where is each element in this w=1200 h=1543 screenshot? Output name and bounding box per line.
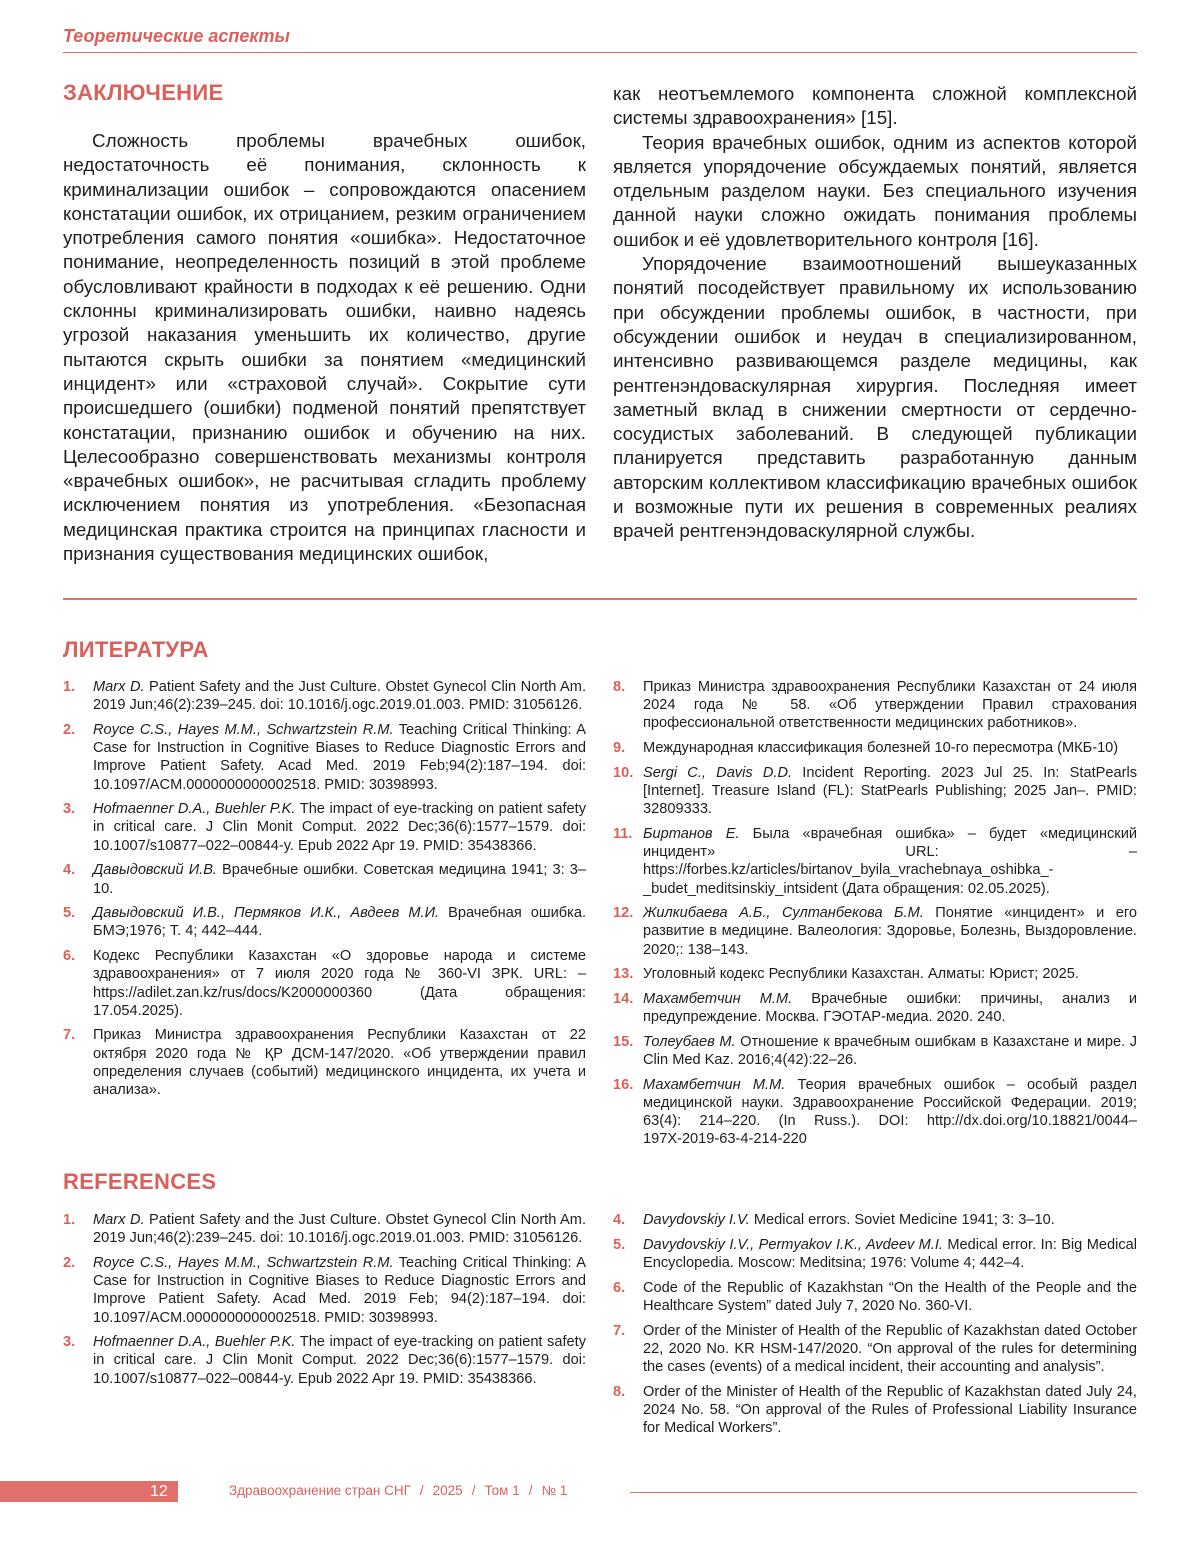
reference-number: 7. (63, 1027, 76, 1044)
reference-item (63, 904, 586, 940)
conclusion-paragraph: Теория врачебных ошибок, одним из аспектов которой является упорядочение обсуждаемых понятий, является отдельным разделом науки. Без специального изучения данной науки сложно ожидать понимания проблемы ошибок и её удовлетворительного контроля [16]. (613, 131, 1137, 250)
reference-authors: Royce C.S., Hayes M.M., Schwartzstein R.M. (93, 721, 394, 738)
reference-item (613, 1383, 1137, 1438)
reference-number: 5. (63, 905, 76, 922)
reference-text: Врачебные ошибки: причины, анализ и предупреждение. Москва. ГЭОТАР-медиа. 2020. 240. (643, 991, 1137, 1026)
literature-list-right (613, 678, 1137, 1155)
reference-number: 10. (613, 764, 634, 781)
reference-item (613, 678, 1137, 733)
footer-journal-info: Здравоохранение стран СНГ / 2025 / Том 1 / № 1 (229, 1483, 568, 1498)
journal-issue: № 1 (541, 1483, 568, 1498)
literature-heading: ЛИТЕРАТУРА (63, 637, 209, 662)
reference-item (613, 990, 1137, 1026)
reference-text: Medical errors. Soviet Medicine 1941; 3: 3–10. (749, 1212, 1055, 1228)
reference-item (613, 1211, 1137, 1229)
reference-item (63, 1254, 586, 1327)
reference-item (63, 947, 586, 1020)
reference-text: Отношение к врачебным ошибкам в Казахстане и мире. J Clin Med Kaz. 2016;4(42):22–26. (643, 1033, 1137, 1069)
references-list-left (63, 1211, 586, 1394)
reference-text: Incident Reporting. 2023 Jul 25. In: StatPearls [Internet]. Treasure Island (FL): StatPearls Publishing; 2025 Jan–. PMID: 32809333. (643, 764, 1137, 818)
reference-text: Order of the Minister of Health of the Republic of Kazakhstan dated October 22, 2020 No. KR HSM-147/2020. “On approval of the rules for determining the cases (events) of a medical incident, their accounting and analysis”. (643, 1322, 1137, 1375)
reference-number: 2. (63, 1254, 76, 1271)
conclusion-paragraph: Сложность проблемы врачебных ошибок, недостаточность её понимания, склонность к криминализации ошибок – сопровождаются опасением констатации ошибок, их отрицанием, резким ограничением употребления самого понятия «ошибка». Недостаточное понимание, неопределенность позиций в этой проблеме обусловливают крайности в подходах к её решению. Одни склонны криминализировать ошибки, наивно надеясь угрозой наказания уменьшить их количество, другие пытаются скрыть ошибки за понятием «медицинский инцидент» или «страховой случай». Сокрытие сути происшедшего (ошибки) подменой понятий препятствует констатации, признанию ошибок и обучению на них. Целесообразно совершенствовать механизмы контроля «врачебных ошибок», не расчитывая сгладить проблему исключением понятия из употребления. «Безопасная медицинская практика строится на принципах гласности и признания существования медицинских ошибок, (63, 130, 586, 565)
conclusion-left-column (63, 129, 586, 566)
running-header: Теоретические аспекты (63, 26, 290, 46)
reference-text: Medical error. In: Big Medical Encyclopedia. Moscow: Meditsina; 1976: Volume 4; 442–4. (643, 1236, 1137, 1271)
reference-number: 9. (613, 740, 626, 757)
reference-authors: Жилкибаева А.Б., Султанбекова Б.М. (643, 905, 924, 922)
references-heading: REFERENCES (63, 1169, 217, 1194)
references-list-right (613, 1211, 1137, 1444)
reference-item (63, 721, 586, 794)
reference-item (613, 1236, 1137, 1272)
reference-authors: Толеубаев М. (643, 1033, 736, 1050)
reference-number: 14. (613, 991, 634, 1008)
conclusion-heading: ЗАКЛЮЧЕНИЕ (63, 80, 224, 105)
reference-text: Врачебная ошибка. БМЭ;1976; Т. 4; 442–444. (93, 905, 586, 940)
reference-text: Врачебные ошибки. Советская медицина 1941; 3: 3–10. (93, 862, 586, 897)
reference-text: Была «врачебная ошибка» – будет «медицинский инцидент» URL: – https://forbes.kz/articles/birtanov_byila_vrachebnaya_oshibka_-_budet_meditsinskiy_intsident (Дата обращения: 02.05.2025). (643, 825, 1137, 897)
reference-number: 7. (613, 1322, 626, 1339)
reference-number: 16. (613, 1076, 634, 1093)
reference-number: 6. (63, 948, 76, 965)
conclusion-right-column (613, 82, 1137, 544)
reference-text: Teaching Critical Thinking: A Case for Instruction in Cognitive Biases to Reduce Diagnostic Errors and Improve Patient Safety. Acad Med. 2019 Feb; 94(2):187–194. doi: 10.1097/ACM.0000000000002518. PMID: 30398993. (93, 1254, 586, 1326)
journal-year: 2025 (432, 1483, 463, 1498)
reference-text: Приказ Министра здравоохранения Республики Казахстан от 22 октября 2020 года № ҚР ДСМ-147/2020. «Об утверждении правил определения случаев (событий) медицинского инцидента, их учета и анализа». (93, 1027, 586, 1099)
reference-text: The impact of eye-tracking on patient safety in critical care. J Clin Monit Comput. 2022 Dec;36(6):1577–1579. doi: 10.1007/s10877–022–00844-y. Epub 2022 Apr 19. PMID: 35438366. (93, 801, 586, 854)
journal-name: Здравоохранение стран СНГ (229, 1483, 411, 1498)
reference-item (63, 1026, 586, 1099)
reference-authors: Sergi C., Davis D.D. (643, 764, 793, 781)
reference-authors: Davydovskiy I.V. (643, 1212, 750, 1228)
reference-text: Понятие «инцидент» и его развитие в медицине. Валеология: Здоровье, Болезнь, Выздоровление. 2020;: 138–143. (643, 905, 1137, 958)
footer-divider (630, 1492, 1137, 1493)
reference-text: Patient Safety and the Just Culture. Obstet Gynecol Clin North Am. 2019 Jun;46(2):239–245. doi: 10.1016/j.ogc.2019.01.003. PMID: 31056126. (93, 679, 587, 714)
reference-number: 4. (63, 862, 76, 879)
reference-number: 4. (613, 1212, 626, 1228)
reference-item (63, 1211, 586, 1247)
reference-text: Международная классификация болезней 10-го пересмотра (МКБ-10) (643, 740, 1119, 757)
reference-item (613, 1322, 1137, 1377)
reference-number: 12. (613, 905, 634, 922)
reference-authors: Биртанов Е. (643, 825, 740, 842)
reference-item (63, 800, 586, 855)
reference-number: 11. (613, 825, 633, 842)
reference-number: 6. (613, 1279, 626, 1296)
reference-item (613, 904, 1137, 959)
reference-item (613, 739, 1137, 757)
journal-volume: Том 1 (484, 1483, 520, 1498)
reference-number: 13. (613, 966, 634, 983)
reference-item (63, 1333, 586, 1388)
reference-text: Order of the Minister of Health of the Republic of Kazakhstan dated July 24, 2024 No. 58. “On approval of the Rules of Professional Liability Insurance for Medical Workers”. (643, 1383, 1137, 1437)
reference-authors: Махамбетчин М.М. (643, 991, 793, 1008)
reference-number: 5. (613, 1236, 626, 1253)
reference-authors: Махамбетчин М.М. (643, 1076, 786, 1093)
reference-text: Кодекс Республики Казахстан «О здоровье народа и системе здравоохранения» от 7 июля 2020 года № 360-VI ЗРК. URL: – https://adilet.zan.kz/rus/docs/K2000000360 (Дата обращения: 17.054.2025). (93, 948, 586, 1019)
reference-item (613, 1033, 1137, 1069)
reference-text: Patient Safety and the Just Culture. Obstet Gynecol Clin North Am. 2019 Jun;46(2):239–245. doi: 10.1016/j.ogc.2019.01.003. PMID: 31056126. (93, 1212, 587, 1247)
reference-authors: Hofmaenner D.A., Buehler P.K. (93, 1334, 296, 1351)
conclusion-paragraph-continued: как неотъемлемого компонента сложной комплексной системы здравоохранения» [15]. (613, 83, 1137, 129)
reference-number: 2. (63, 721, 76, 738)
reference-authors: Hofmaenner D.A., Buehler P.K. (93, 801, 296, 818)
reference-text: The impact of eye-tracking on patient safety in critical care. J Clin Monit Comput. 2022 Dec;36(6):1577–1579. doi: 10.1007/s10877–022–00844-y. Epub 2022 Apr 19. PMID: 35438366. (93, 1334, 586, 1387)
reference-text: Teaching Critical Thinking: A Case for Instruction in Cognitive Biases to Reduce Diagnostic Errors and Improve Patient Safety. Acad Med. 2019 Feb;94(2):187–194. doi: 10.1097/ACM.0000000000002518. PMID: 30398993. (93, 721, 586, 793)
reference-number: 3. (63, 1334, 76, 1351)
reference-number: 8. (613, 679, 626, 695)
reference-item (613, 965, 1137, 983)
reference-text: Приказ Министра здравоохранения Республики Казахстан от 24 июля 2024 года № 58. «Об утверждении Правил страхования профессиональной ответственности медицинских работников». (643, 679, 1137, 732)
reference-text: Уголовный кодекс Республики Казахстан. Алматы: Юрист; 2025. (643, 966, 1079, 983)
conclusion-paragraph: Упорядочение взаимоотношений вышеуказанных понятий посодействует правильному их использованию при обсуждении проблемы ошибок, в частности, при обсуждении ошибок и неудач в специализированном, интенсивно развивающемся разделе медицины, как рентгенэндоваскулярная хирургия. Последняя имеет заметный вклад в снижении смертности от сердечно-сосудистых заболеваний. В следующей публикации планируется представить разработанную данным авторским коллективом классификацию врачебных ошибок и возможные пути их решения в современных реалиях врачей рентгенэндоваскулярной службы. (613, 253, 1137, 542)
page-number: 12 (150, 1483, 168, 1500)
reference-item (613, 825, 1137, 898)
reference-text: Теория врачебных ошибок – особый раздел медицинской науки. Здравоохранение Российской Федерации. 2019; 63(4): 214–220. (In Russ.). DOI: http://dx.doi.org/10.18821/0044–197Х-2019-63-4-214-220 (643, 1076, 1138, 1148)
reference-number: 8. (613, 1383, 626, 1400)
reference-authors: Marx D. (93, 679, 145, 695)
reference-number: 1. (63, 679, 76, 695)
reference-text: Code of the Republic of Kazakhstan “On the Health of the People and the Healthcare System” dated July 7, 2020 No. 360-VI. (643, 1279, 1137, 1314)
literature-list-left (63, 678, 586, 1106)
reference-authors: Royce C.S., Hayes M.M., Schwartzstein R.M. (93, 1254, 394, 1271)
header-divider (63, 52, 1137, 53)
section-divider (63, 598, 1137, 600)
reference-authors: Давыдовский И.В. (93, 862, 217, 879)
reference-authors: Давыдовский И.В., Пермяков И.К., Авдеев М.И. (93, 905, 440, 922)
reference-item (613, 764, 1137, 819)
reference-item (63, 861, 586, 897)
reference-item (613, 1076, 1137, 1149)
reference-item (613, 1279, 1137, 1315)
reference-authors: Davydovskiy I.V., Permyakov I.K., Avdeev M.I. (643, 1236, 943, 1253)
reference-number: 15. (613, 1033, 634, 1050)
reference-number: 1. (63, 1212, 76, 1228)
reference-number: 3. (63, 801, 76, 818)
reference-item (63, 678, 586, 714)
reference-authors: Marx D. (93, 1212, 145, 1228)
